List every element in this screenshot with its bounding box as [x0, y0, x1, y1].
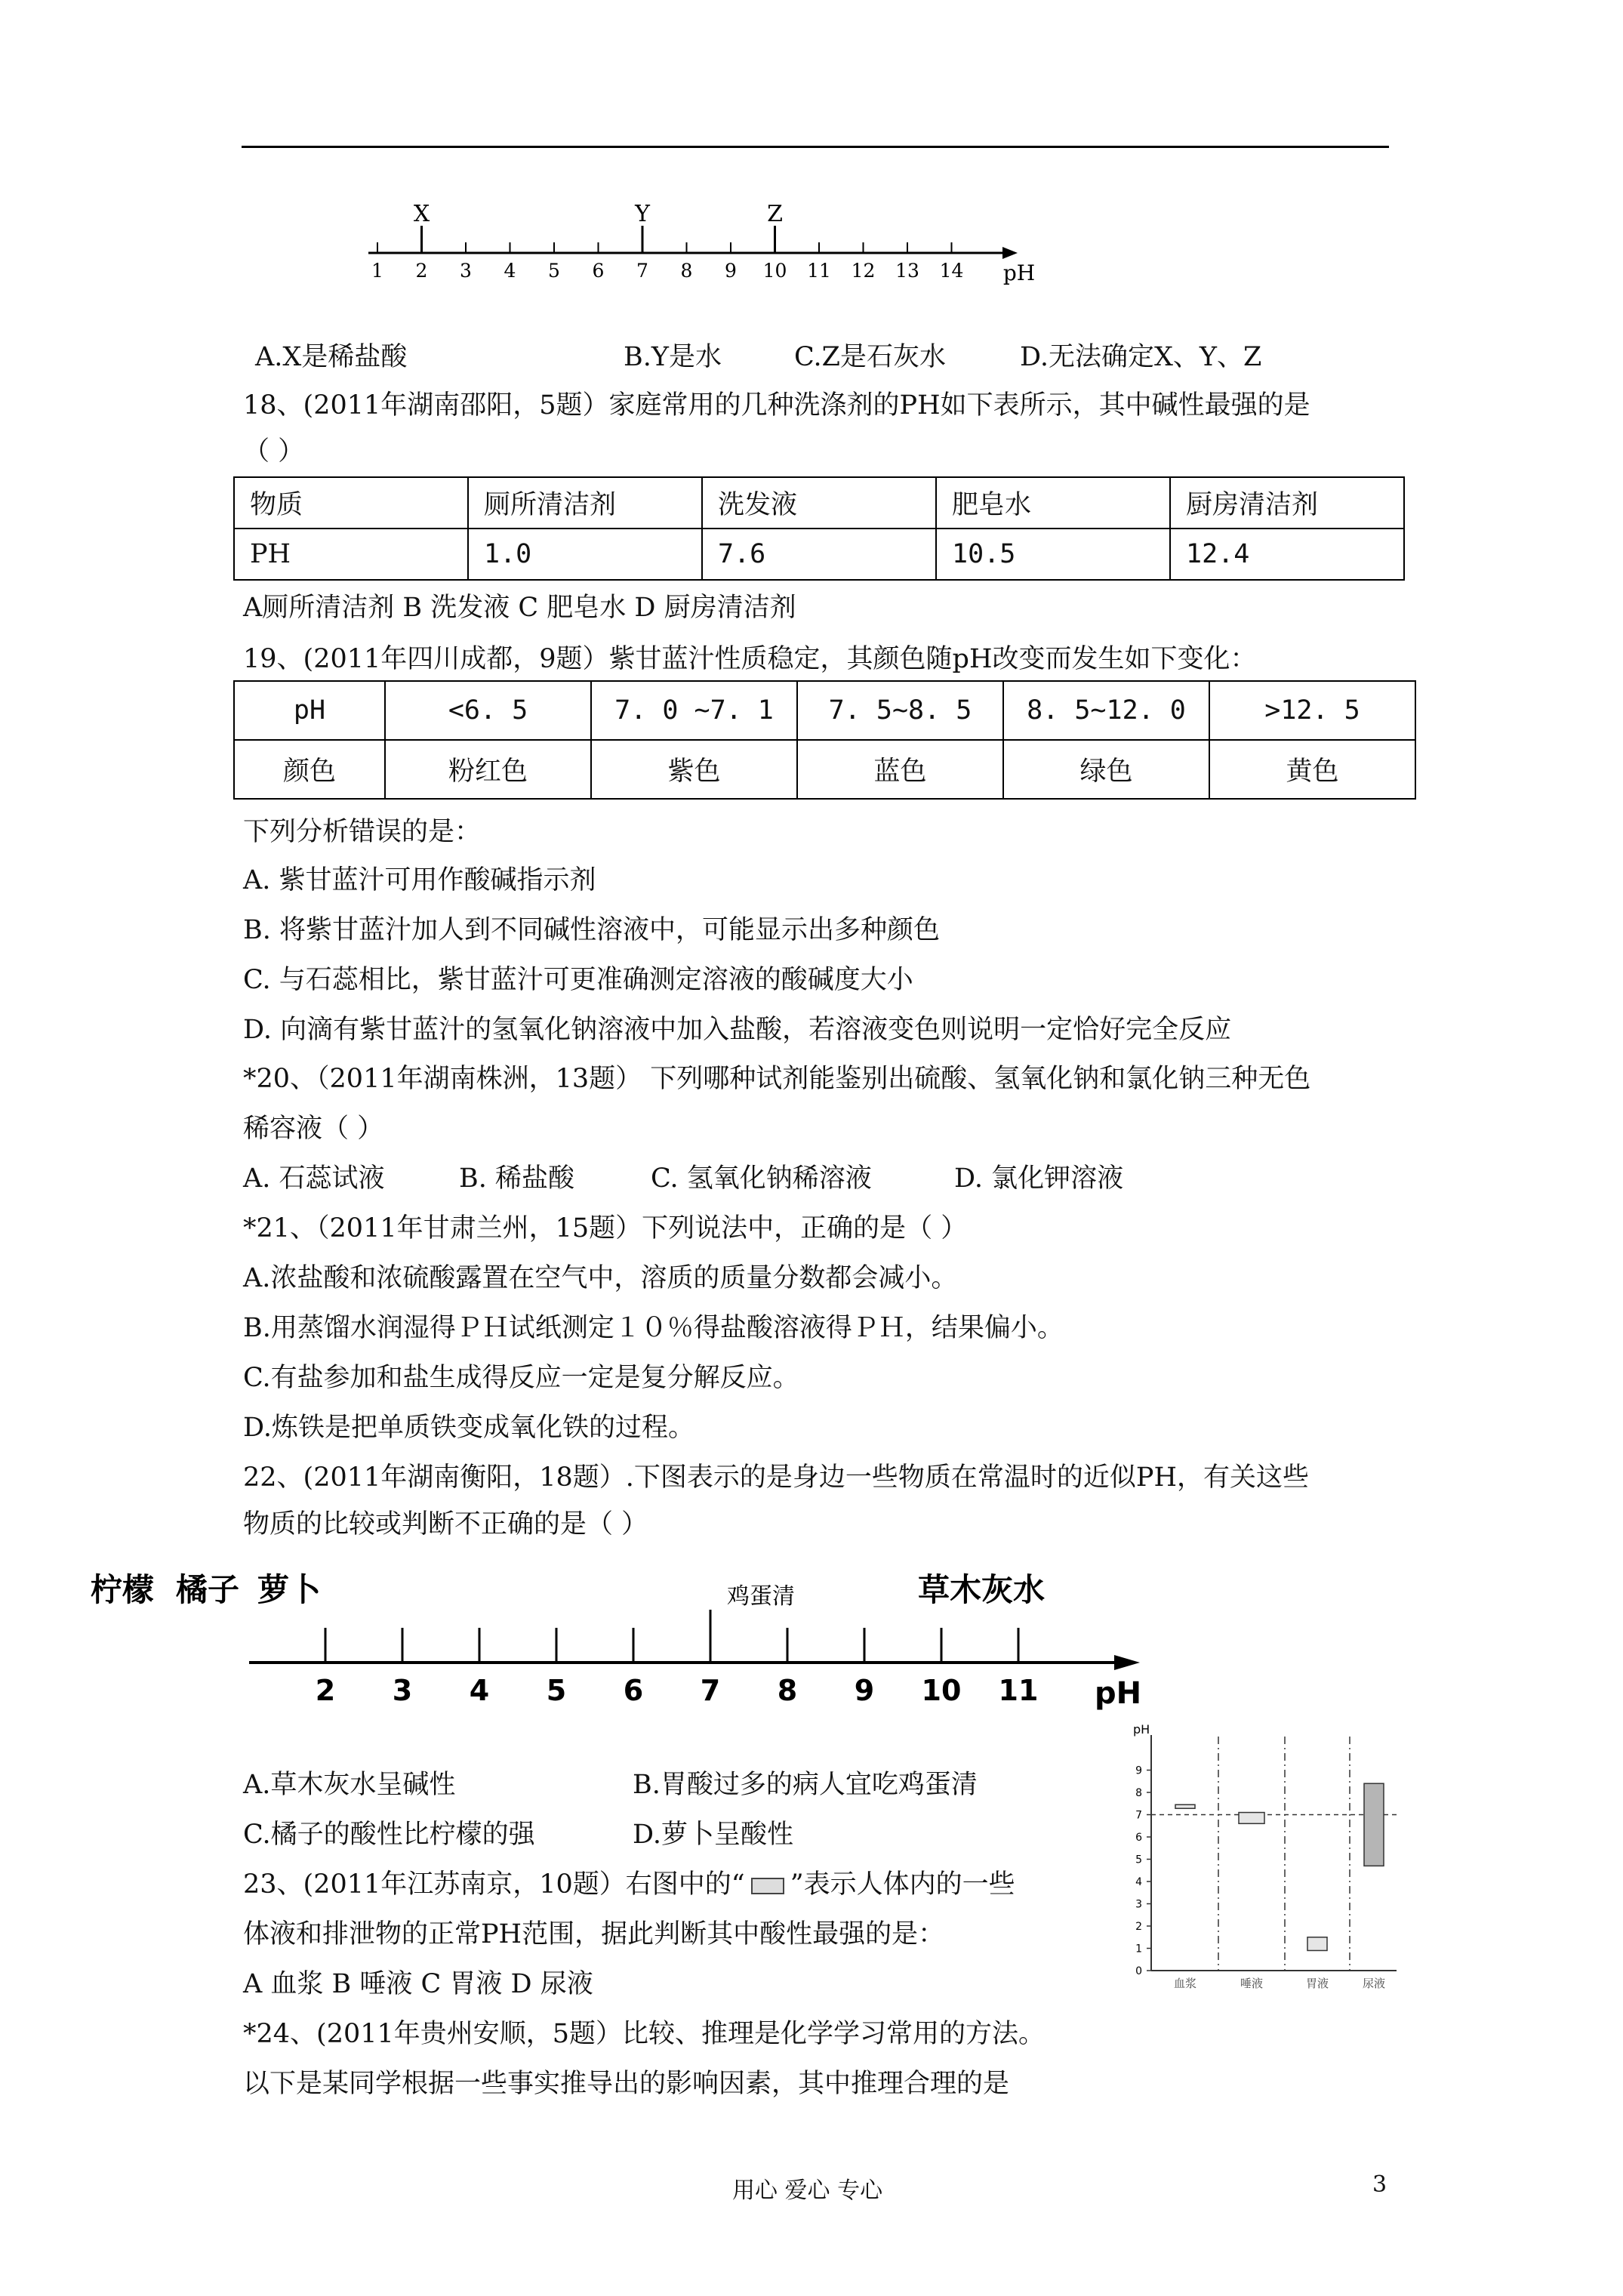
tick-label: 14: [939, 260, 964, 282]
tick-label: 8: [777, 1674, 798, 1707]
tick-label: 1: [371, 260, 383, 282]
table-cell: PH: [234, 529, 468, 580]
table-cell: 颜色: [234, 740, 385, 799]
table-cell: 1.0: [468, 529, 702, 580]
q18-options: A厕所清洁剂 B 洗发液 C 肥皂水 D 厨房清洁剂: [243, 593, 796, 623]
q22-option-d: D.萝卜呈酸性: [633, 1820, 793, 1850]
q17-option-b: B.Y是水: [624, 342, 722, 372]
q24-stem: *24、(2011年贵州安顺，5题）比较、推理是化学学习常用的方法。: [243, 2019, 1046, 2049]
q19-table-color-row: [234, 740, 1415, 799]
q21-option-d: D.炼铁是把单质铁变成氧化铁的过程。: [243, 1413, 694, 1443]
table-cell: 物质: [234, 477, 468, 529]
axis-arrow: [1002, 247, 1018, 259]
y-tick-label: 5: [1135, 1854, 1142, 1866]
y-tick-label: 4: [1135, 1876, 1142, 1888]
q17-option-a: A.X是稀盐酸: [255, 342, 408, 372]
range-bar: [1307, 1937, 1327, 1951]
q21-option-b: B.用蒸馏水润湿得ＰＨ试纸测定１０％得盐酸溶液得ＰＨ，结果偏小。: [243, 1313, 1064, 1343]
table-cell: 洗发液: [702, 477, 936, 529]
q19-option-c: C. 与石蕊相比，紫甘蓝汁可更准确测定溶液的酸碱度大小: [243, 965, 913, 995]
q22-option-c: C.橘子的酸性比柠檬的强: [243, 1820, 535, 1850]
q21-stem: *21、（2011年甘肃兰州，15题）下列说法中，正确的是（ ）: [243, 1213, 968, 1244]
tick-label: 6: [623, 1674, 644, 1707]
y-tick-label: 1: [1135, 1943, 1142, 1955]
q18-table: [233, 476, 1405, 581]
y-tick-label: 0: [1135, 1965, 1142, 1977]
table-cell: 10.5: [936, 529, 1170, 580]
tick-label: 8: [680, 260, 693, 282]
tick-label: 10: [921, 1674, 962, 1707]
tick-label: 12: [851, 260, 876, 282]
header-rule: [242, 146, 1389, 148]
page-number: 3: [1372, 2171, 1387, 2198]
axis-arrow: [1114, 1655, 1140, 1670]
table-cell: 粉红色: [385, 740, 591, 799]
y-tick-label: 3: [1135, 1898, 1142, 1911]
legend-box-icon: [751, 1878, 784, 1894]
q19-option-b: B. 将紫甘蓝汁加人到不同碱性溶液中，可能显示出多种颜色: [243, 915, 940, 945]
range-bar: [1364, 1783, 1384, 1866]
y-tick-label: 2: [1135, 1921, 1142, 1933]
q23-stem-post: ”表示人体内的一些: [790, 1869, 1015, 1900]
marker-label: Z: [767, 201, 783, 227]
q20-option-c: C. 氢氧化钠稀溶液: [651, 1163, 872, 1194]
tick-label: 11: [807, 260, 831, 282]
category-label: 唾液: [1240, 1977, 1264, 1990]
table-cell: pH: [234, 681, 385, 740]
table-cell: 厨房清洁剂: [1170, 477, 1404, 529]
tick-label: 5: [546, 1674, 567, 1707]
y-tick-label: 6: [1135, 1832, 1142, 1844]
tick-label: 11: [998, 1674, 1039, 1707]
tick-label: 5: [548, 260, 560, 282]
footer-motto: 用心 爱心 专心: [732, 2177, 883, 2204]
category-label: 血浆: [1173, 1977, 1197, 1990]
tick-label: 3: [392, 1674, 413, 1707]
q20-option-b: B. 稀盐酸: [459, 1163, 574, 1194]
tick-label: 4: [469, 1674, 490, 1707]
q20-option-d: D. 氯化钾溶液: [954, 1163, 1124, 1194]
substance-label: 柠檬: [90, 1571, 155, 1608]
tick-label: 3: [460, 260, 472, 282]
category-label: 胃液: [1305, 1977, 1329, 1990]
q19-prompt: 下列分析错误的是：: [243, 817, 482, 847]
table-cell: 8. 5~12. 0: [1003, 681, 1209, 740]
q18-answer-blank: （ ）: [243, 436, 305, 467]
q20-stem: *20、（2011年湖南株洲，13题） 下列哪种试剂能鉴别出硫酸、氢氧化钠和氯化钠三种无色: [243, 1064, 1311, 1094]
q23-options: A 血浆 B 唾液 C 胃液 D 尿液: [243, 1969, 593, 1999]
y-tick-label: 7: [1135, 1809, 1142, 1822]
table-cell: 黄色: [1209, 740, 1415, 799]
q23-stem-pre: 23、(2011年江苏南京，10题）右图中的“: [243, 1869, 745, 1900]
q19-color-table: [233, 680, 1416, 800]
table-cell: 紫色: [591, 740, 797, 799]
q22-stem-cont: 物质的比较或判断不正确的是（ ）: [243, 1509, 648, 1539]
table-cell: 7.6: [702, 529, 936, 580]
tick-label: 2: [415, 260, 428, 282]
table-cell: 厕所清洁剂: [468, 477, 702, 529]
q20-option-a: A. 石蕊试液: [243, 1163, 385, 1194]
q22-stem: 22、(2011年湖南衡阳，18题）.下图表示的是身边一些物质在常温时的近似PH，有关这些: [243, 1462, 1310, 1493]
y-tick-label: 9: [1135, 1764, 1142, 1777]
substance-label: 萝卜: [257, 1571, 322, 1608]
table-cell: <6. 5: [385, 681, 591, 740]
q19-option-a: A. 紫甘蓝汁可用作酸碱指示剂: [243, 865, 596, 895]
tick-label: 7: [700, 1674, 721, 1707]
substance-label: 鸡蛋清: [727, 1583, 795, 1610]
q22-option-b: B.胃酸过多的病人宜吃鸡蛋清: [633, 1770, 978, 1800]
q21-option-a: A.浓盐酸和浓硫酸露置在空气中，溶质的质量分数都会减小。: [243, 1263, 958, 1293]
substance-label: 草木灰水: [917, 1571, 1046, 1608]
q19-option-d: D. 向滴有紫甘蓝汁的氢氧化钠溶液中加入盐酸，若溶液变色则说明一定恰好完全反应: [243, 1015, 1232, 1045]
tick-label: 7: [636, 260, 648, 282]
table-cell: 蓝色: [797, 740, 1003, 799]
y-tick-label: 8: [1135, 1787, 1142, 1799]
tick-label: 4: [504, 260, 516, 282]
tick-label: 9: [854, 1674, 875, 1707]
tick-label: 10: [762, 260, 787, 282]
marker-label: X: [413, 201, 430, 227]
substance-label: 橘子: [175, 1571, 240, 1608]
table-cell: 12.4: [1170, 529, 1404, 580]
table-cell: 绿色: [1003, 740, 1209, 799]
range-bar: [1175, 1804, 1195, 1808]
q17-ph-scale: [362, 193, 1042, 287]
q20-stem-cont: 稀容液（ ）: [243, 1114, 384, 1144]
q19-stem: 19、(2011年四川成都，9题）紫甘蓝汁性质稳定，其颜色随pH改变而发生如下变化：: [243, 644, 1257, 674]
table-cell: 7. 5~8. 5: [797, 681, 1003, 740]
table-cell: >12. 5: [1209, 681, 1415, 740]
q17-option-c: C.Z是石灰水: [794, 342, 946, 372]
q21-option-c: C.有盐参加和盐生成得反应一定是复分解反应。: [243, 1363, 799, 1393]
marker-label: Y: [635, 201, 650, 227]
tick-label: 2: [315, 1674, 336, 1707]
q22-option-a: A.草木灰水呈碱性: [243, 1770, 456, 1800]
table-cell: 肥皂水: [936, 477, 1170, 529]
y-axis-label: pH: [1133, 1722, 1150, 1737]
range-bar: [1239, 1813, 1264, 1824]
q24-stem-cont: 以下是某同学根据一些事实推导出的影响因素，其中推理合理的是: [243, 2069, 1010, 2099]
table-cell: 7. 0 ~7. 1: [591, 681, 797, 740]
q19-table-ph-row: [234, 681, 1415, 740]
q23-stem-cont: 体液和排泄物的正常PH范围，据此判断其中酸性最强的是：: [243, 1919, 945, 1949]
axis-unit-label: pH: [1095, 1676, 1142, 1711]
q18-table-ph-row: [234, 529, 1404, 580]
axis-unit-label: pH: [1002, 260, 1036, 285]
q18-stem: 18、(2011年湖南邵阳，5题）家庭常用的几种洗涤剂的PH如下表所示，其中碱性最强的是: [243, 390, 1310, 421]
q23-stem: [243, 1868, 1015, 1901]
tick-label: 13: [895, 260, 919, 282]
q22-ph-scale: [90, 1563, 1178, 1714]
q17-option-d: D.无法确定X、Y、Z: [1020, 342, 1262, 372]
tick-label: 9: [725, 260, 737, 282]
q23-body-fluid-ph-chart: [1106, 1721, 1404, 2001]
tick-label: 6: [592, 260, 605, 282]
q18-table-header-row: [234, 477, 1404, 529]
category-label: 尿液: [1362, 1977, 1386, 1990]
